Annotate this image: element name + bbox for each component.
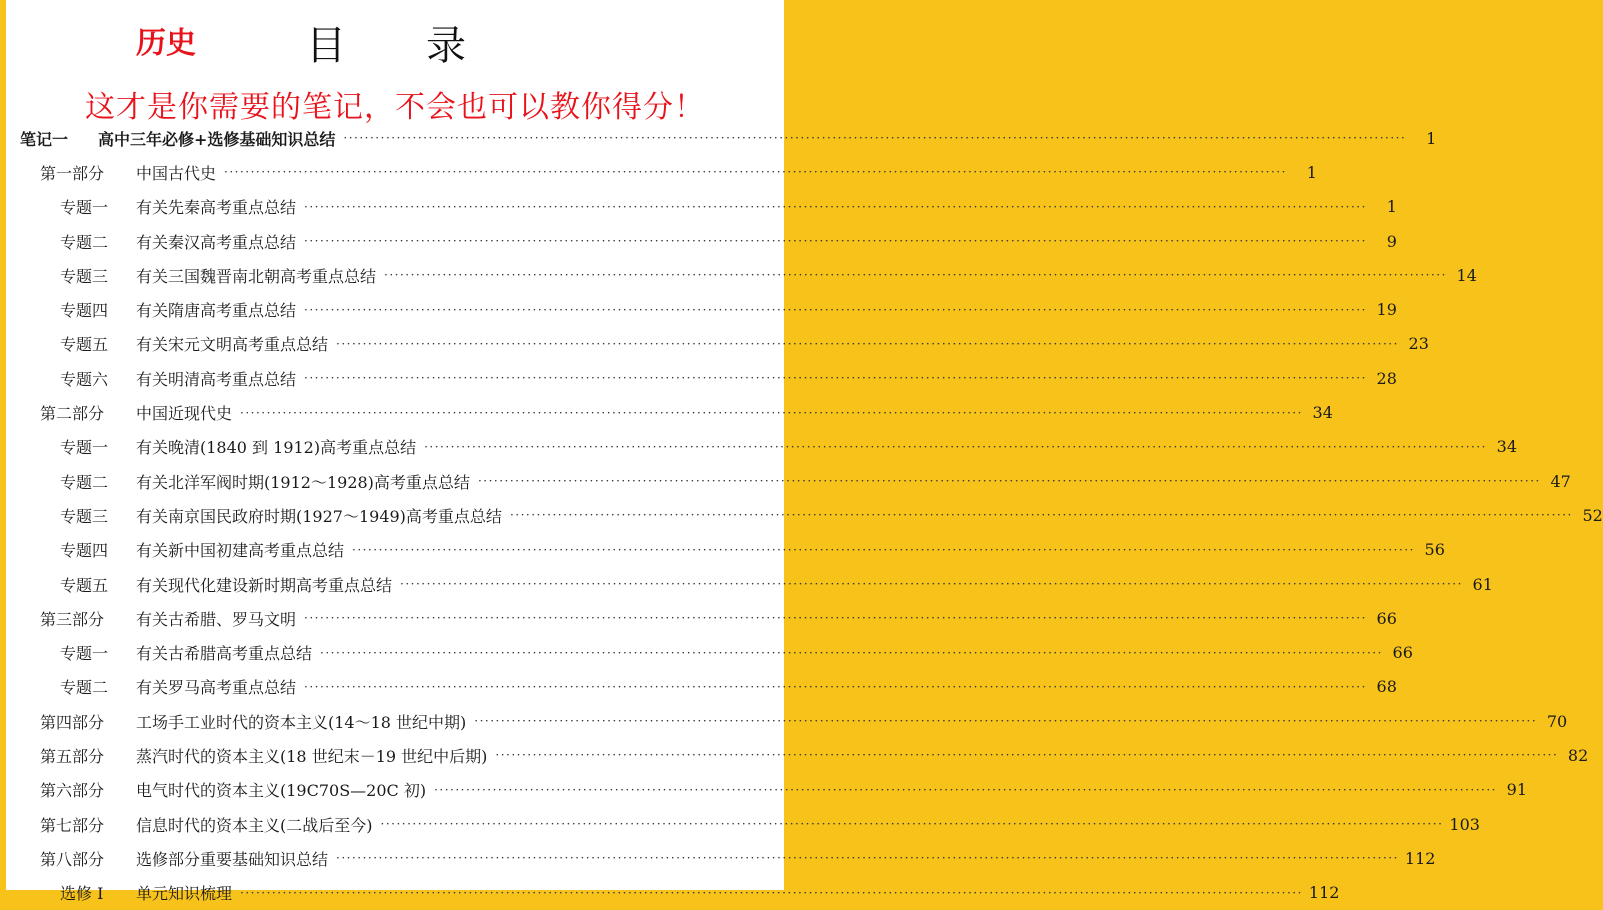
toc-entry-page-number: 112 [1308, 883, 1340, 903]
toc-entry-label: 第一部分 [40, 163, 105, 183]
toc-entry-title: 有关三国魏晋南北朝高考重点总结 [136, 266, 377, 286]
toc-entry[interactable] [6, 224, 1397, 258]
toc-entry[interactable] [6, 773, 1527, 807]
toc-entry-label: 笔记一 [20, 129, 69, 149]
toc-entry-page-number: 103 [1449, 814, 1480, 834]
toc-entry-label: 专题六 [60, 369, 109, 389]
toc-entry[interactable] [6, 704, 1568, 738]
leader-dots: ········································································································································································································ [474, 714, 1538, 729]
leader-dots: ········································································································································································································ [304, 371, 1367, 386]
toc-entry[interactable] [6, 635, 1413, 669]
toc-entry-label: 第七部分 [40, 815, 105, 835]
toc-entry-label: 第八部分 [40, 849, 105, 869]
toc-entry-title: 有关隋唐高考重点总结 [136, 301, 297, 321]
toc-entry-title: 信息时代的资本主义(二战后至今) [136, 815, 373, 835]
toc-entry-title: 有关古希腊、罗马文明 [136, 609, 297, 629]
leader-dots: ········································································································································································································ [336, 851, 1399, 866]
toc-entry-label: 第四部分 [40, 712, 105, 732]
toc-entry-page-number: 1 [1386, 197, 1397, 217]
toc-entry-page-number: 56 [1424, 540, 1445, 560]
toc-entry-label: 专题五 [60, 575, 109, 595]
toc-entry-title: 有关现代化建设新时期高考重点总结 [136, 575, 393, 595]
leader-dots: ········································································································································································································ [240, 405, 1303, 420]
toc-entry-title: 有关罗马高考重点总结 [136, 678, 297, 698]
toc-entry[interactable] [6, 601, 1397, 635]
toc-entry-label: 专题三 [60, 506, 109, 526]
leader-dots: ········································································································································································································ [304, 679, 1367, 694]
toc-entry-title: 有关晚清(1840 到 1912)高考重点总结 [136, 438, 417, 458]
toc-entry-title: 有关宋元文明高考重点总结 [136, 335, 329, 355]
leader-dots: ········································································································································································································ [495, 748, 1559, 763]
toc-entry-label: 专题二 [60, 678, 109, 698]
toc-entry-page-number: 9 [1386, 231, 1397, 251]
toc-entry[interactable] [6, 738, 1589, 772]
toc-entry-title: 工场手工业时代的资本主义(14～18 世纪中期) [136, 712, 467, 732]
toc-entry-label: 选修 I [60, 884, 104, 904]
toc-entry-page-number: 47 [1550, 471, 1571, 491]
toc-entry-page-number: 34 [1496, 437, 1517, 457]
page-title: 目录 [306, 23, 546, 69]
toc-entry[interactable] [6, 121, 1437, 155]
leader-dots: ········································································································································································································ [343, 131, 1407, 146]
leader-dots: ········································································································································································································ [304, 611, 1367, 626]
subject-label: 历史 [136, 26, 196, 61]
leader-dots: ········································································································································································································ [424, 439, 1487, 454]
toc-entry-page-number: 91 [1506, 780, 1527, 800]
leader-dots: ········································································································································································································ [477, 474, 1541, 489]
table-of-contents [6, 121, 1603, 910]
toc-entry-page-number: 34 [1312, 403, 1333, 423]
toc-entry[interactable] [6, 533, 1445, 567]
toc-entry-page-number: 28 [1376, 368, 1397, 388]
leader-dots: ········································································································································································································ [400, 577, 1463, 591]
toc-entry-title: 单元知识梳理 [136, 884, 233, 904]
toc-entry[interactable] [6, 327, 1429, 361]
toc-entry-title: 有关南京国民政府时期(1927～1949)高考重点总结 [136, 506, 502, 526]
toc-entry-title: 中国近现代史 [136, 404, 233, 424]
toc-entry-page-number: 70 [1546, 711, 1568, 731]
leader-dots: ········································································································································································································ [320, 645, 1383, 660]
toc-entry[interactable] [6, 498, 1603, 532]
leader-dots: ········································································································································································································ [509, 508, 1573, 523]
leader-dots: ········································································································································································································ [336, 336, 1399, 351]
toc-entry[interactable] [6, 155, 1317, 189]
leader-dots: ········································································································································································································ [434, 782, 1497, 797]
toc-entry-title: 有关北洋军阀时期(1912～1928)高考重点总结 [136, 472, 470, 492]
toc-entry-title: 有关古希腊高考重点总结 [136, 644, 313, 664]
toc-entry-page-number: 66 [1376, 608, 1397, 628]
toc-entry-label: 第三部分 [40, 609, 105, 629]
toc-entry[interactable] [6, 464, 1571, 498]
toc-entry-label: 专题二 [60, 232, 109, 252]
toc-entry[interactable] [6, 292, 1397, 326]
toc-entry-title: 中国古代史 [136, 163, 217, 183]
leader-dots: ········································································································································································································ [304, 302, 1367, 317]
toc-entry-page-number: 1 [1306, 162, 1317, 182]
toc-entry-label: 专题一 [60, 644, 109, 664]
toc-entry[interactable] [6, 190, 1397, 224]
toc-entry-page-number: 19 [1376, 300, 1397, 320]
toc-entry-label: 专题一 [60, 198, 109, 218]
toc-entry-title: 有关明清高考重点总结 [136, 369, 297, 389]
toc-entry-label: 专题三 [60, 266, 109, 286]
leader-dots: ········································································································································································································ [304, 234, 1367, 249]
toc-entry-label: 第二部分 [40, 404, 105, 424]
leader-dots: ········································································································································································································ [224, 165, 1287, 180]
toc-entry-page-number: 14 [1456, 265, 1477, 285]
toc-entry[interactable] [6, 567, 1493, 601]
toc-entry[interactable] [6, 395, 1333, 429]
toc-entry-title: 有关先秦高考重点总结 [136, 198, 297, 218]
toc-entry[interactable] [6, 670, 1397, 704]
leader-dots: ········································································································································································································ [380, 817, 1444, 832]
toc-entry-label: 专题四 [60, 541, 109, 561]
toc-entry-page-number: 52 [1582, 505, 1603, 525]
leader-dots: ········································································································································································································ [384, 268, 1447, 283]
toc-entry-title: 电气时代的资本主义(19C70S—20C 初) [136, 781, 427, 801]
toc-entry-label: 专题五 [60, 335, 109, 355]
toc-entry-page-number: 23 [1408, 334, 1429, 354]
toc-entry-page-number: 1 [1426, 128, 1437, 148]
toc-entry-label: 第六部分 [40, 781, 105, 801]
toc-entry-page-number: 66 [1392, 643, 1413, 663]
toc-entry-page-number: 61 [1472, 574, 1493, 594]
toc-entry-title: 高中三年必修+选修基础知识总结 [98, 129, 336, 149]
leader-dots: ········································································································································································································ [304, 199, 1367, 214]
toc-entry-label: 第五部分 [40, 746, 105, 766]
toc-entry-label: 专题四 [60, 301, 109, 321]
toc-entry[interactable] [6, 430, 1517, 464]
toc-entry-title: 蒸汽时代的资本主义(18 世纪末－19 世纪中后期) [136, 746, 488, 766]
toc-entry-title: 有关新中国初建高考重点总结 [136, 541, 345, 561]
toc-entry-page-number: 82 [1567, 745, 1589, 765]
toc-entry[interactable] [6, 258, 1477, 292]
leader-dots: ········································································································································································································ [240, 885, 1303, 900]
toc-entry[interactable] [6, 807, 1480, 841]
toc-entry-title: 选修部分重要基础知识总结 [136, 849, 329, 869]
document-page [6, 0, 1603, 904]
toc-entry[interactable] [6, 361, 1397, 395]
toc-entry[interactable] [6, 876, 1340, 910]
toc-entry[interactable] [6, 841, 1436, 875]
toc-entry-page-number: 68 [1376, 677, 1397, 697]
leader-dots: ········································································································································································································ [352, 542, 1415, 557]
toc-entry-label: 专题一 [60, 438, 109, 458]
toc-entry-label: 专题二 [60, 472, 109, 492]
toc-entry-title: 有关秦汉高考重点总结 [136, 232, 297, 252]
toc-entry-page-number: 112 [1404, 848, 1436, 868]
slogan: 这才是你需要的笔记，不会也可以教你得分！ [85, 90, 705, 125]
